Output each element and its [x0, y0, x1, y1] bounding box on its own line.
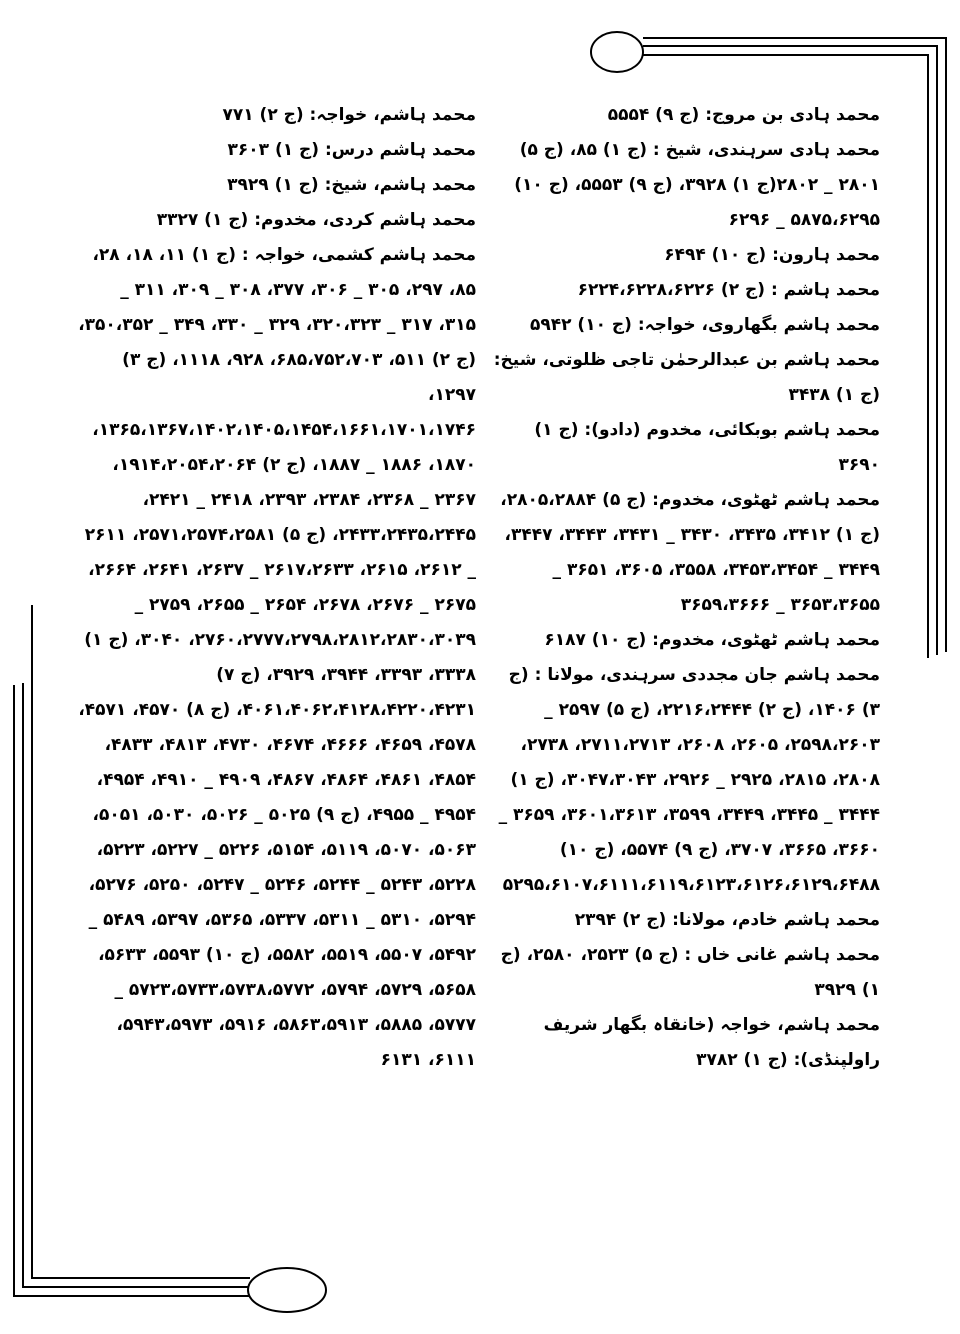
index-entry: محمد ہاشم، خواجہ: (ج ۲) ۷۷۱ [222, 105, 476, 125]
index-entry: محمد ہاشم، شیخ: (ج ۱) ۳۹۲۹ [227, 175, 476, 195]
index-entry: محمد ہاشم ٹھٹوی، مخدوم: (ج ۱۰) ۶۱۸۷ [544, 630, 880, 650]
index-entry: محمد ہاشم خادم، مولانا: (ج ۲) ۲۳۹۴ [574, 910, 880, 930]
index-entry: محمد ہاشم : (ج ۲) ۶۲۲۴،۶۲۲۸،۶۲۲۶ [577, 280, 880, 300]
index-entry: محمد ہاشم ٹھٹوی، مخدوم: (ج ۵) ۲۸۰۵،۲۸۸۴، (ج ۱) ۳۴۱۲، ۳۴۳۵، ۳۴۳۰ _ ۳۴۳۱، ۳۴۴۳، ۳۴۴۷، ۳۴۴۹ _ ۳۴۵۳،۳۴۵۴، ۳۵۵۸، ۳۶۰۵، ۳۶۵۱ _ ۳۶۵۳،۳۶۵۵ _ ۳۶۵۹،۳۶۶۶ [500, 490, 880, 615]
index-entry: محمد ہاشم بن عبدالرحمٰن تاجی ظلوتی، شیخ: (ج ۱) ۳۴۳۸ [493, 350, 880, 405]
index-entry: محمد ہاشم کردی، مخدوم: (ج ۱) ۳۳۲۷ [156, 210, 476, 230]
index-entry: محمد ہادی سرہندی، شیخ : (ج ۱) ۸۵، (ج ۵) ۲۸۰۱ _ ۲۸۰۲(ج ۱) ۳۹۲۸، (ج ۹) ۵۵۵۳، (ج ۱۰) ۵۸۷۵،۶۲۹۵ _ ۶۲۹۶ [514, 140, 880, 230]
index-entry: محمد ہاشم غانی خاں : (ج ۵) ۲۵۲۳، ۲۵۸۰، (ج ۱) ۳۹۲۹ [500, 945, 880, 1000]
top-oval-ornament [591, 32, 643, 72]
index-entry: محمد ہاشم بوبکائی، مخدوم (دادو): (ج ۱) ۳۶۹۰ [534, 420, 880, 475]
bottom-oval-ornament [248, 1268, 326, 1312]
index-entry: محمد ہاشم جان مجددی سرہندی، مولانا : (ج ۳) ۱۴۰۶، (ج ۲) ۲۲۱۶،۲۴۴۴، (ج ۵) ۲۵۹۷ _ ۲۵۹۸،۲۶۰۳، ۲۶۰۵، ۲۶۰۸، ۲۷۱۱،۲۷۱۳، ۲۷۳۸، ۲۸۰۸، ۲۸۱۵، ۲۹۲۵ _ ۲۹۲۶، ۳۰۴۷،۳۰۴۳، (ج ۱) ۳۴۴۴ _ ۳۴۴۵، ۳۴۴۹، ۳۵۹۹، ۳۶۰۱،۳۶۱۳، ۳۶۵۹ _ ۳۶۶۰، ۳۶۶۵، ۳۷۰۷، (ج ۹) ۵۵۷۴، (ج ۱۰) ۵۲۹۵،۶۱۰۷،۶۱۱۱،۶۱۱۹،۶۱۲۳،۶۱۲۶،۶۱۲۹،۶۴۸۸ [498, 665, 880, 895]
index-entry: محمد ہارون: (ج ۱۰) ۶۴۹۴ [664, 245, 880, 265]
index-entry: محمد ہاشم بگھاروی، خواجہ: (ج ۱۰) ۵۹۴۲ [529, 315, 880, 335]
right-index-column [492, 98, 880, 1078]
index-entry: محمد ہاشم کشمی، خواجہ : (ج ۱) ۱۱، ۱۸، ۲۸، ۸۵، ۲۹۷، ۳۰۵ _ ۳۰۶، ۳۷۷، ۳۰۸ _ ۳۰۹، ۳۱۱ _ ۳۱۵، ۳۱۷ _ ۳۲۰،۳۲۳، ۳۲۹ _ ۳۳۰، ۳۴۹ _ ۳۵۰،۳۵۲، (ج ۲) ۵۱۱، ۶۸۵،۷۵۲،۷۰۳، ۹۲۸، ۱۱۱۸، (ج ۳) ۱۲۹۷، ۱۳۶۵،۱۳۶۷،۱۴۰۲،۱۴۰۵،۱۴۵۴،۱۶۶۱،۱۷۰۱،۱۷۴۶، ۱۸۷۰، ۱۸۸۶ _ ۱۸۸۷، (ج ۲) ۱۹۱۴،۲۰۵۴،۲۰۶۴، ۲۳۶۷ _ ۲۳۶۸، ۲۳۸۴، ۲۳۹۳، ۲۴۱۸ _ ۲۴۲۱، ۲۴۳۳،۲۴۳۵،۲۴۴۵، (ج ۵) ۲۵۷۱،۲۵۷۴،۲۵۸۱، ۲۶۱۱ _ ۲۶۱۲، ۲۶۱۵، ۲۶۱۷،۲۶۳۳ _ ۲۶۳۷، ۲۶۴۱، ۲۶۶۴، ۲۶۷۵ _ ۲۶۷۶، ۲۶۷۸، ۲۶۵۴ _ ۲۶۵۵، ۲۷۵۹ _ ۲۷۶۰،۲۷۷۷،۲۷۹۸،۲۸۱۲،۲۸۳۰،۳۰۳۹، ۳۰۴۰، (ج ۱) ۳۳۳۸، ۳۳۹۳، ۳۹۴۴، ۳۹۲۹، (ج ۷) ۴۰۶۱،۴۰۶۲،۴۱۲۸،۴۲۲۰،۴۲۳۱، (ج ۸) ۴۵۷۰، ۴۵۷۱، ۴۵۷۸، ۴۶۵۹، ۴۶۶۶، ۴۶۷۴، ۴۷۳۰، ۴۸۱۳، ۴۸۳۳، ۴۸۵۴، ۴۸۶۱، ۴۸۶۴، ۴۸۶۷، ۴۹۰۹ _ ۴۹۱۰، ۴۹۵۴، ۴۹۵۴ _ ۴۹۵۵، (ج ۹) ۵۰۲۵ _ ۵۰۲۶، ۵۰۳۰، ۵۰۵۱، ۵۰۶۳، ۵۰۷۰، ۵۱۱۹، ۵۱۵۴، ۵۲۲۶ _ ۵۲۲۷، ۵۲۲۳، ۵۲۲۸، ۵۲۴۳ _ ۵۲۴۴، ۵۲۴۶ _ ۵۲۴۷، ۵۲۵۰، ۵۲۷۶، ۵۲۹۴، ۵۳۱۰ _ ۵۳۱۱، ۵۳۳۷، ۵۳۶۵، ۵۳۹۷، ۵۴۸۹ _ ۵۴۹۲، ۵۵۰۷، ۵۵۱۹، ۵۵۸۲، (ج ۱۰) ۵۵۹۳، ۵۶۳۳، ۵۶۵۸، ۵۷۲۹، ۵۷۹۴، ۵۷۲۳،۵۷۳۳،۵۷۳۸،۵۷۷۲ _ ۵۷۷۷، ۵۸۸۵، ۵۸۶۳،۵۹۱۳، ۵۹۱۶، ۵۹۴۳،۵۹۷۳، ۶۱۱۱، ۶۱۳۱ [78, 245, 476, 1070]
left-index-column [78, 98, 476, 1078]
index-entry: محمد ہادی بن مروج: (ج ۹) ۵۵۵۴ [607, 105, 880, 125]
index-entry: محمد ہاشم درس: (ج ۱) ۳۶۰۳ [227, 140, 476, 160]
index-entry: محمد ہاشم، خواجہ (خانقاہ بگھار شریف راولپنڈی): (ج ۱) ۳۷۸۲ [543, 1015, 880, 1070]
